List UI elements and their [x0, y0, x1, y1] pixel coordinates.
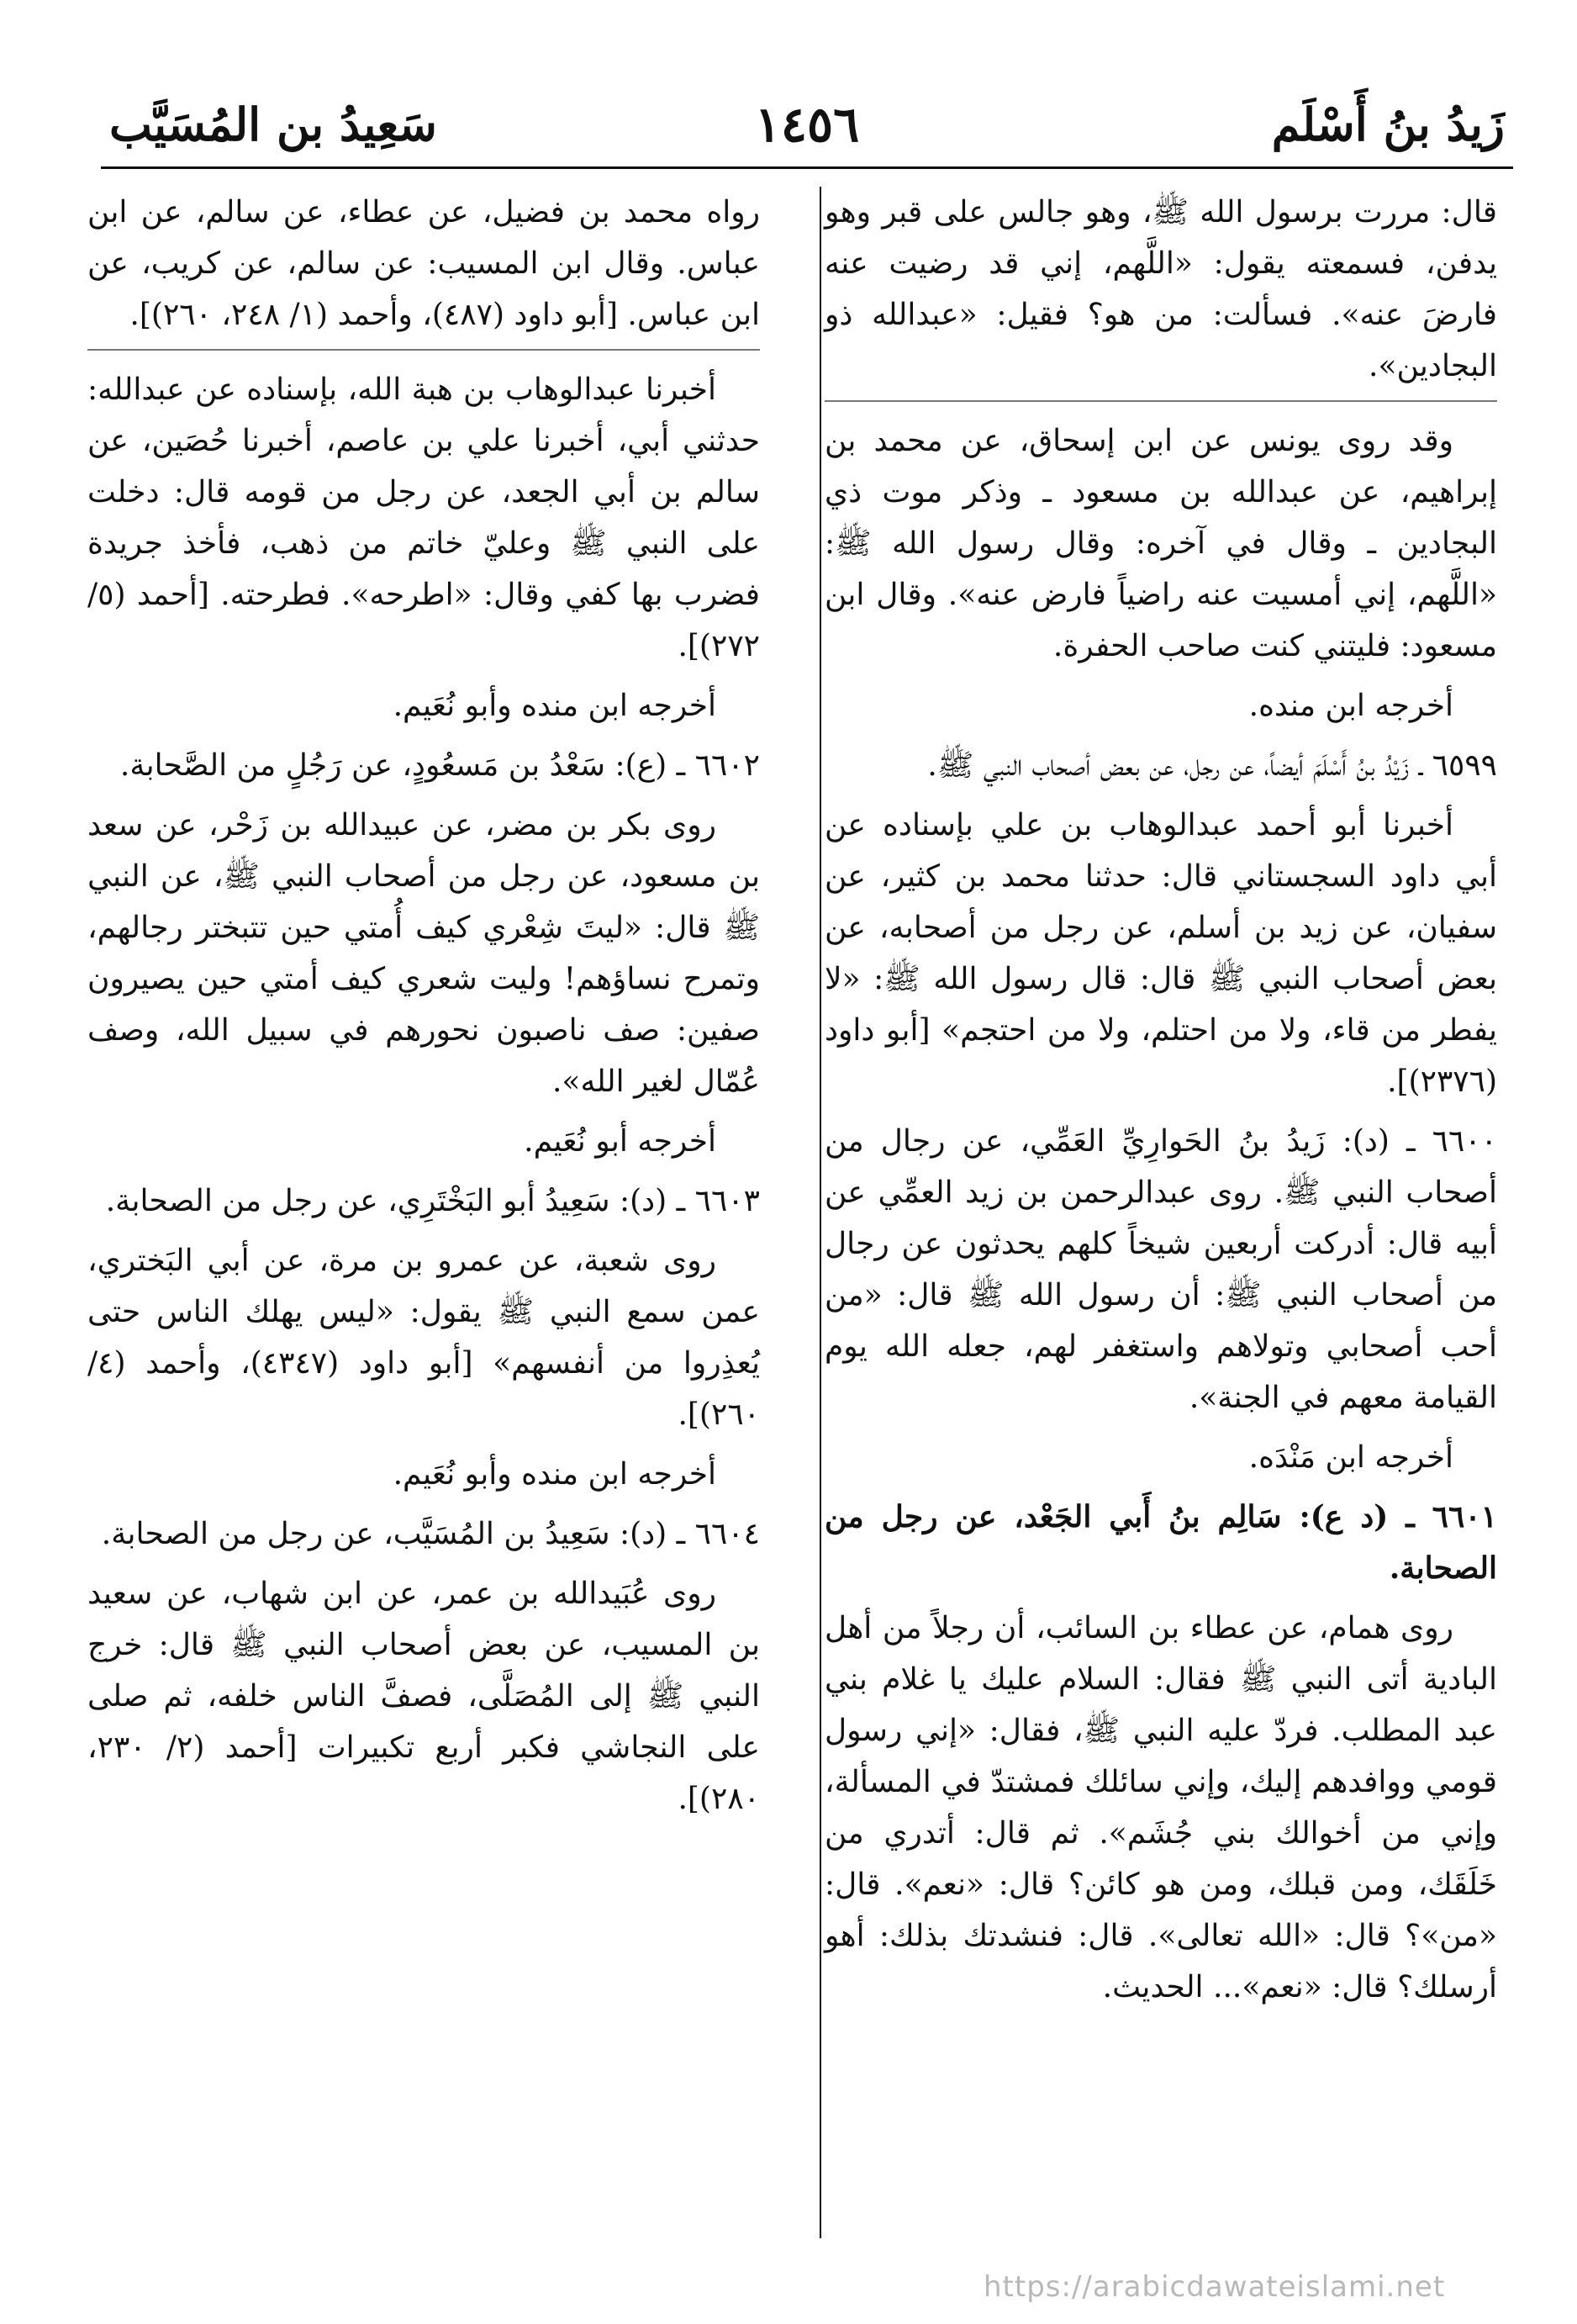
paragraph: أخرجه أبو نُعَيم. — [524, 1124, 716, 1159]
paragraph: روى شعبة، عن عمرو بن مرة، عن أبي البَختري، عمن سمع النبي ﷺ يقول: «ليس يهلك الناس حتى يُعذِروا من أنفسهم» [أبو داود (٤٣٤٧)، وأحمد (٤/ ٢٦٠)]. — [87, 1244, 760, 1432]
header-rule — [101, 166, 1513, 169]
left-column — [87, 187, 760, 1833]
paragraph: أخرجه ابن منده وأبو نُعَيم. — [393, 1457, 716, 1492]
entry-heading: ٦٦٠٣ ـ (د): سَعِيدُ أبو البَخْتَرِي، عن رجل من الصحابة. — [105, 1184, 760, 1218]
paragraph: أخبرنا أبو أحمد عبدالوهاب بن علي بإسناده عن أبي داود السجستاني قال: حدثنا محمد بن كثير، عن سفيان، عن زيد بن أسلم، عن رجل من أصحابه، عن بعض أصحاب النبي ﷺ قال: قال رسول الله ﷺ: «لا يفطر من قاء، ولا من احتلم، ولا من احتجم» [أبو داود (٢٣٧٦)]. — [825, 808, 1497, 1099]
page-number: ١٤٥٦ — [754, 96, 860, 153]
paragraph: قال: مررت برسول الله ﷺ، وهو جالس على قبر وهو يدفن، فسمعته يقول: «اللَّهم، إني قد رضيت عنه فارضَ عنه». فسألت: من هو؟ فقيل: «عبدالله ذو البجادين». — [825, 195, 1497, 383]
header-left-title: سَعِيدُ بن المُسَيَّب — [109, 98, 437, 151]
right-column — [825, 187, 1497, 2021]
entry-heading: ٦٦٠٤ ـ (د): سَعِيدُ بن المُسَيَّب، عن رجل من الصحابة. — [101, 1517, 760, 1551]
paragraph: أخرجه ابن منده. — [1248, 689, 1453, 723]
divider — [87, 349, 760, 351]
paragraph: أخرجه ابن مَنْدَه. — [1248, 1440, 1453, 1475]
paragraph: وقد روى يونس عن ابن إسحاق، عن محمد بن إبراهيم، عن عبدالله بن مسعود ـ وذكر موت ذي البجادين ـ وقال في آخره: وقال رسول الله ﷺ: «اللَّهم، إني أمسيت عنه راضياً فارض عنه». وقال ابن مسعود: فليتني كنت صاحب الحفرة. — [825, 424, 1497, 663]
watermark-url: https://arabicdawateislami.net — [984, 2270, 1446, 2304]
entry-heading: ٦٥٩٩ ـ زَيْدُ بنُ أَسْلَمَ أيضاً، عن رجل، عن بعض أصحاب النبي ﷺ. — [927, 748, 1497, 783]
entry-heading: ٦٦٠١ ـ (د ع): سَالِم بنُ أَبي الجَعْد، عن رجل من الصحابة. — [825, 1499, 1497, 1586]
entry-heading: ٦٦٠٠ ـ (د): زَيدُ بنُ الحَوارِيِّ العَمِّي، عن رجال من أصحاب النبي ﷺ. روى عبدالرحمن بن زيد العمِّي عن أبيه قال: أدركت أربعين شيخاً كلهم يحدثون عن رجال من أصحاب النبي ﷺ: أن رسول الله ﷺ قال: «من أحب أصحابي وتولاهم واستغفر لهم، جعله الله يوم القيامة معهم في الجنة». — [825, 1124, 1497, 1415]
header-right-title: زَيدُ بنُ أَسْلَم — [1271, 98, 1505, 151]
paragraph: أخبرنا عبدالوهاب بن هبة الله، بإسناده عن عبدالله: حدثني أبي، أخبرنا علي بن عاصم، أخبرنا حُصَين، عن سالم بن أبي الجعد، عن رجل من قومه قال: دخلت على النبي ﷺ وعليّ خاتم من ذهب، فأخذ جريدة فضرب بها كفي وقال: «اطرحه». فطرحته. [أحمد (٥/ ٢٧٢)]. — [87, 372, 760, 663]
paragraph: روى همام، عن عطاء بن السائب، أن رجلاً من أهل البادية أتى النبي ﷺ فقال: السلام عليك يا غلام بني عبد المطلب. فردّ عليه النبي ﷺ، فقال: «إني رسول قومي ووافدهم إليك، وإني سائلك فمشتدّ في المسألة، وإني من أخوالك بني جُشَم». ثم قال: أتدري من خَلَقَك، ومن قبلك، ومن هو كائن؟ قال: «نعم». قال: «من»؟ قال: «الله تعالى». قال: فنشدتك بذلك: أهو أرسلك؟ قال: «نعم»... الحديث. — [825, 1611, 1497, 2004]
paragraph: أخرجه ابن منده وأبو نُعَيم. — [393, 689, 716, 723]
divider — [825, 400, 1497, 402]
paragraph: روى بكر بن مضر، عن عبيدالله بن زَحْر، عن سعد بن مسعود، عن رجل من أصحاب النبي ﷺ، عن النبي ﷺ قال: «ليتَ شِعْري كيف أُمتي حين تتبختر رجالهم، وتمرح نساؤهم! وليت شعري كيف أمتي حين يصيرون صفين: صف ناصبون نحورهم في سبيل الله، وصف عُمّال لغير الله». — [87, 808, 760, 1099]
column-divider — [820, 187, 821, 2238]
paragraph: روى عُبَيدالله بن عمر، عن ابن شهاب، عن سعيد بن المسيب، عن بعض أصحاب النبي ﷺ قال: خرج النبي ﷺ إلى المُصَلَّى، فصفَّ الناس خلفه، ثم صلى على النجاشي فكبر أربع تكبيرات [أحمد (٢/ ٢٣٠، ٢٨٠)]. — [87, 1577, 760, 1816]
running-header — [101, 94, 1513, 161]
entry-heading: ٦٦٠٢ ـ (ع): سَعْدُ بن مَسعُودٍ، عن رَجُلٍ من الصَّحابة. — [119, 748, 760, 783]
paragraph: رواه محمد بن فضيل، عن عطاء، عن سالم، عن ابن عباس. وقال ابن المسيب: عن سالم، عن كريب، عن ابن عباس. [أبو داود (٤٨٧)، وأحمد (١/ ٢٤٨، ٢٦٠)]. — [87, 195, 760, 332]
